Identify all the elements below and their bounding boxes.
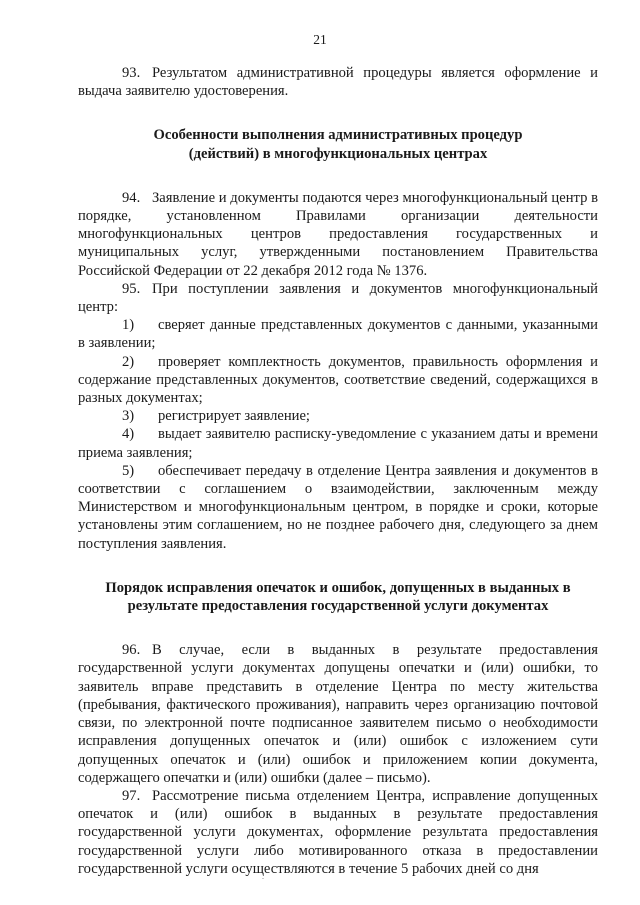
page-number: 21 (313, 32, 327, 47)
list-item (78, 425, 598, 461)
paragraph-number: 95. (122, 280, 141, 297)
list-item (78, 407, 598, 425)
paragraph-number: 96. (122, 642, 141, 659)
paragraph-95 (78, 280, 598, 316)
item-number: 5) (122, 462, 135, 479)
item-number: 3) (122, 408, 135, 425)
paragraph-text: Рассмотрение письма отделением Центра, исправление допущенных опечаток и (или) ошибок в выданных в результате предоставления государственной услуги документах, оформление результата предоставления государственной услуги либо мотивированного отказа в предоставлении государственной услуги осуществляются в течение 5 рабочих дней со дня (78, 787, 598, 877)
paragraph-96 (78, 641, 598, 787)
paragraph-text: Результатом административной процедуры является оформление и выдача заявителю удостоверения. (78, 65, 598, 100)
heading-line-1: Особенности выполнения административных процедур (153, 127, 523, 144)
heading-line-2: (действий) в многофункциональных центрах (188, 145, 488, 162)
paragraph-number: 94. (122, 189, 141, 206)
paragraph-97 (78, 787, 598, 878)
item-text: регистрирует заявление; (158, 408, 310, 425)
paragraph-number: 93. (122, 65, 141, 81)
list-item (78, 316, 598, 352)
paragraph-94 (78, 189, 598, 280)
item-number: 4) (122, 426, 135, 443)
section-heading-corrections: Порядок исправления опечаток и ошибок, допущенных в выданных в результате предоставления государственной услуги документах (105, 579, 571, 615)
list-item (78, 462, 598, 553)
item-text: выдает заявителю расписку-уведомление с указанием даты и времени приема заявления; (78, 426, 598, 461)
item-text: сверяет данные представленных документов с данными, указанными в заявлении; (78, 317, 598, 352)
paragraph-text: Заявление и документы подаются через многофункциональный центр в порядке, установленном Правилами организации деятельности многофункциональных центров предоставления государственных и муниципальных услуг, утвержденными постановлением Правительства Российской Федерации от 22 декабря 2012 года № 1376. (78, 189, 598, 279)
paragraph-93 (78, 64, 598, 100)
item-text: проверяет комплектность документов, правильность оформления и содержание представленных документов, соответствие сведений, содержащихся в разных документах; (78, 353, 598, 407)
item-text: обеспечивает передачу в отделение Центра заявления и документов в соответствии с соглашением о взаимодействии, заключенным между Министерством и многофункциональным центром, в порядке и сроки, которые установлены этим соглашением, но не позднее рабочего дня, следующего за днем поступления заявления. (78, 462, 598, 552)
list-item (78, 353, 598, 408)
paragraph-number: 97. (122, 787, 141, 804)
section-heading-mfc (78, 126, 598, 162)
scan-artifact (262, 878, 264, 879)
document-body (78, 64, 598, 878)
paragraph-text: В случае, если в выданных в результате предоставления государственной услуги документах допущены опечатки и (или) ошибки, то заявитель вправе представить в отделение Центра по месту жительства (пребывания, фактического проживания), направить через организацию почтовой связи, по электронной почте подписанное заявителем письмо о необходимости исправления допущенных опечаток и (или) ошибок с изложением сути допущенных опечаток и (или) ошибок и приложением копии документа, содержащего опечатки и (или) ошибки (далее – письмо). (78, 642, 598, 786)
item-number: 1) (122, 317, 135, 334)
paragraph-text: При поступлении заявления и документов многофункциональный центр: (78, 280, 598, 316)
item-number: 2) (122, 353, 135, 370)
